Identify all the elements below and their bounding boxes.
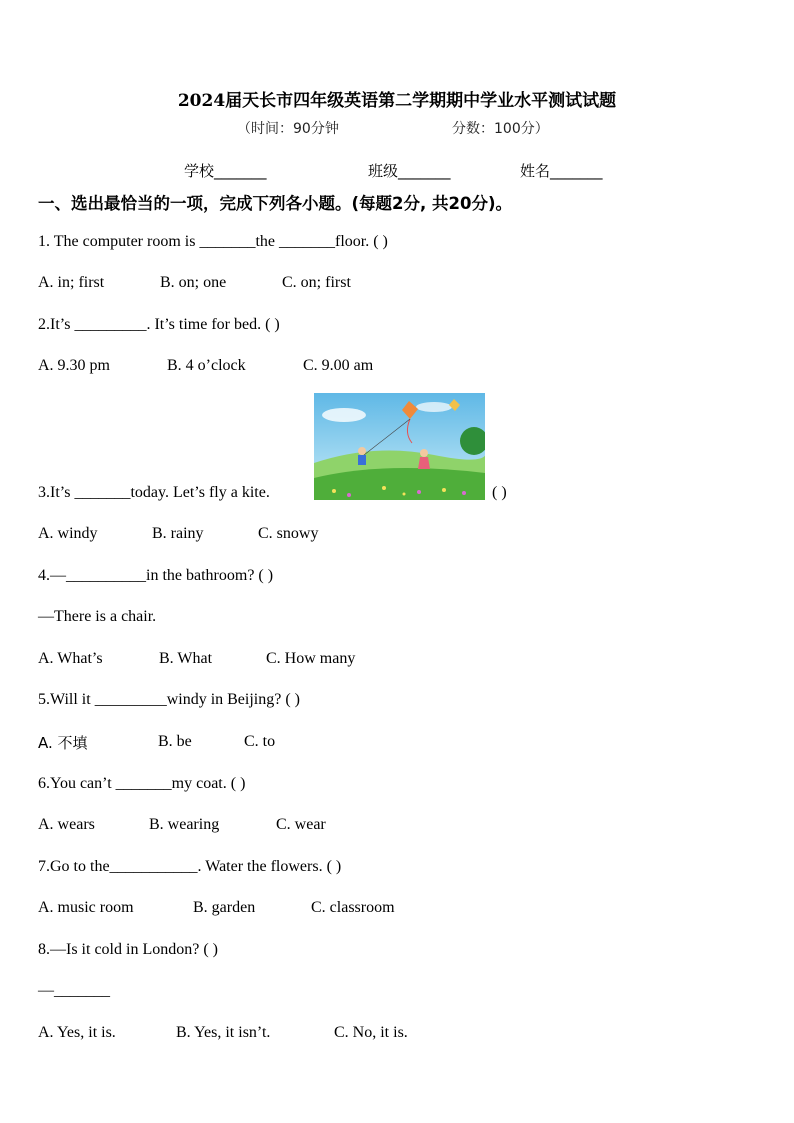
question-7-option-c: C. classroom: [311, 899, 395, 916]
question-8-stem: 8.—Is it cold in London? ( ): [38, 941, 218, 958]
question-3-stem: 3.It’s _______today. Let’s fly a kite.: [38, 484, 270, 501]
question-4-answer-line: —There is a chair.: [38, 608, 157, 625]
question-3-option-b: B. rainy: [152, 525, 204, 542]
question-4-option-a: A. What’s: [38, 650, 103, 667]
cloud-shape: [416, 402, 452, 412]
girl-figure: [420, 449, 428, 457]
question-2-stem: 2.It’s _________. It’s time for bed. ( ): [38, 316, 280, 333]
question-6-option-c: C. wear: [276, 816, 326, 833]
girl-figure: [418, 457, 430, 469]
question-6-stem: 6.You can’t _______my coat. ( ): [38, 775, 246, 792]
question-5-stem: 5.Will it _________windy in Beijing? ( ): [38, 691, 300, 708]
school-field: 学校_______: [184, 162, 267, 180]
question-1-option-b: B. on; one: [160, 274, 227, 291]
class-field: 班级_______: [368, 162, 451, 180]
question-5-option-c: C. to: [244, 733, 276, 750]
boy-figure: [358, 447, 366, 455]
question-5-option-a: A. 不填: [38, 734, 88, 752]
question-6-option-b: B. wearing: [149, 816, 220, 833]
section-title: 一、选出最恰当的一项，完成下列各小题。(每题2分, 共20分)。: [38, 194, 513, 213]
question-2-option-a: A. 9.30 pm: [38, 357, 110, 374]
question-3-bracket: ( ): [492, 484, 507, 501]
question-8-option-c: C. No, it is.: [334, 1024, 408, 1041]
question-8-option-b: B. Yes, it isn’t.: [176, 1024, 271, 1041]
exam-title: 2024届天长市四年级英语第二学期期中学业水平测试试题: [177, 91, 617, 111]
name-field: 姓名_______: [520, 162, 603, 180]
question-6-option-a: A. wears: [38, 816, 95, 833]
question-1-stem: 1. The computer room is _______the _______floor. ( ): [38, 233, 388, 250]
kite-flying-illustration: [314, 393, 485, 500]
question-4-option-b: B. What: [159, 650, 213, 667]
question-4-option-c: C. How many: [266, 650, 356, 667]
question-7-option-a: A. music room: [38, 899, 134, 916]
question-3-option-c: C. snowy: [258, 525, 319, 542]
question-8-answer-line: —_______: [38, 982, 110, 999]
exam-time: （时间：90分钟: [237, 121, 339, 137]
question-7-stem: 7.Go to the___________. Water the flowers. ( ): [38, 858, 342, 875]
question-5-option-b: B. be: [158, 733, 192, 750]
exam-score: 分数：100分）: [452, 121, 549, 137]
question-3-option-a: A. windy: [38, 525, 98, 542]
question-4-stem: 4.—__________in the bathroom? ( ): [38, 567, 274, 584]
question-2-option-b: B. 4 o’clock: [167, 357, 246, 374]
question-1-option-a: A. in; first: [38, 274, 105, 291]
cloud-shape: [322, 408, 366, 422]
question-7-option-b: B. garden: [193, 899, 256, 916]
question-2-option-c: C. 9.00 am: [303, 357, 374, 374]
question-1-option-c: C. on; first: [282, 274, 351, 291]
boy-figure: [358, 455, 366, 465]
question-8-option-a: A. Yes, it is.: [38, 1024, 116, 1041]
